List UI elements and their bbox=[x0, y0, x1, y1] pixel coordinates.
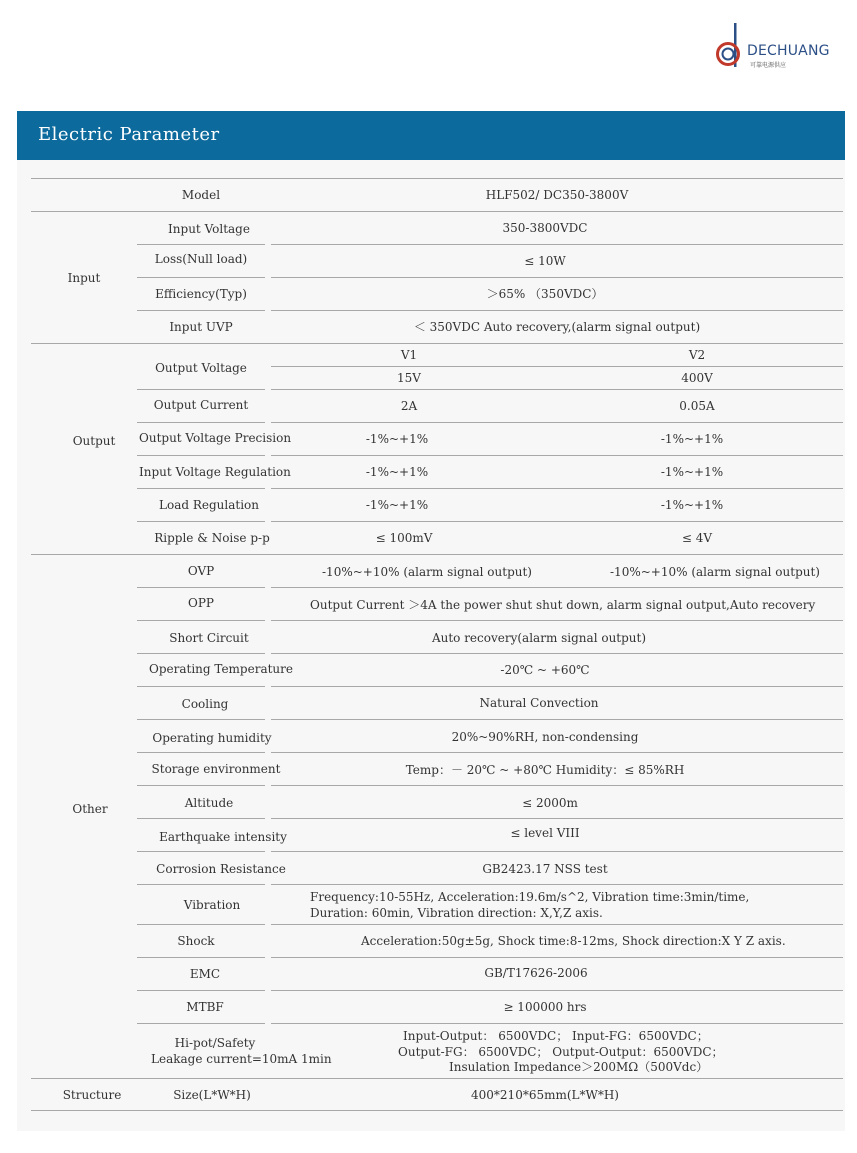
leakage-current-label: Leakage current=10mA 1min bbox=[151, 1052, 332, 1066]
table-divider bbox=[137, 277, 265, 278]
short-circuit-value: Auto recovery(alarm signal output) bbox=[431, 631, 647, 645]
table-divider bbox=[137, 653, 265, 654]
hipot-label: Hi-pot/Safety bbox=[174, 1036, 256, 1050]
emc-value: GB/T17626-2006 bbox=[484, 966, 588, 980]
load-regulation-v1: -1%~+1% bbox=[365, 498, 429, 512]
storage-environment-label: Storage environment bbox=[151, 762, 281, 776]
table-divider bbox=[137, 752, 265, 753]
table-divider bbox=[271, 924, 843, 925]
table-divider bbox=[271, 686, 843, 687]
table-divider bbox=[137, 924, 265, 925]
loss-label: Loss(Null load) bbox=[154, 252, 248, 266]
shock-label: Shock bbox=[177, 934, 215, 948]
table-divider bbox=[271, 719, 843, 720]
table-divider bbox=[271, 785, 843, 786]
table-divider bbox=[137, 818, 265, 819]
table-divider bbox=[271, 957, 843, 958]
table-divider bbox=[271, 455, 843, 456]
table-divider bbox=[31, 1078, 843, 1079]
table-divider bbox=[271, 422, 843, 423]
table-divider bbox=[137, 455, 265, 456]
size-value: 400*210*65mm(L*W*H) bbox=[471, 1088, 619, 1102]
output-current-v1: 2A bbox=[400, 399, 418, 413]
input-voltage-value: 350-3800VDC bbox=[502, 221, 588, 235]
table-divider bbox=[271, 310, 843, 311]
v2-voltage-value: 400V bbox=[681, 371, 713, 385]
v2-header: V2 bbox=[688, 348, 706, 362]
brand-name: DECHUANG bbox=[747, 43, 830, 59]
table-divider bbox=[137, 851, 265, 852]
vibration-line-2: Duration: 60min, Vibration direction: X,Y,Z axis. bbox=[310, 906, 603, 920]
hipot-line-3: Insulation Impedance＞200MΩ（500Vdc） bbox=[449, 1060, 709, 1074]
table-divider bbox=[271, 488, 843, 489]
earthquake-value: ≤ level VIII bbox=[510, 826, 580, 840]
operating-humidity-label: Operating humidity bbox=[152, 731, 272, 745]
table-divider bbox=[137, 488, 265, 489]
table-divider bbox=[137, 719, 265, 720]
section-title: Electric Parameter bbox=[38, 124, 220, 145]
loss-value: ≤ 10W bbox=[524, 254, 566, 268]
table-divider bbox=[31, 1110, 843, 1111]
table-divider bbox=[137, 620, 265, 621]
cooling-label: Cooling bbox=[181, 697, 229, 711]
table-divider bbox=[271, 884, 843, 885]
input-uvp-label: Input UVP bbox=[169, 320, 233, 334]
opp-label: OPP bbox=[188, 596, 214, 610]
operating-humidity-value: 20%~90%RH, non-condensing bbox=[451, 730, 639, 744]
operating-temperature-label: Operating Temperature bbox=[148, 662, 293, 676]
size-label: Size(L*W*H) bbox=[173, 1088, 251, 1102]
corrosion-label: Corrosion Resistance bbox=[156, 862, 286, 876]
v1-header: V1 bbox=[400, 348, 418, 362]
table-divider bbox=[271, 521, 843, 522]
v1-voltage-value: 15V bbox=[397, 371, 421, 385]
output-group-label: Output bbox=[72, 434, 116, 448]
altitude-label: Altitude bbox=[184, 796, 234, 810]
table-divider bbox=[137, 587, 265, 588]
output-voltage-label: Output Voltage bbox=[155, 361, 247, 375]
storage-environment-value: Temp：－ 20℃ ~ +80℃ Humidity：≤ 85%RH bbox=[405, 763, 685, 777]
dechuang-logo bbox=[712, 22, 852, 72]
ovp-v1: -10%~+10% (alarm signal output) bbox=[322, 565, 532, 579]
dechuang-logo-mark bbox=[712, 22, 748, 70]
efficiency-value: ＞65% （350VDC） bbox=[486, 287, 604, 301]
structure-group-label: Structure bbox=[62, 1088, 122, 1102]
table-divider bbox=[137, 521, 265, 522]
input-voltage-label: Input Voltage bbox=[168, 222, 250, 236]
table-divider bbox=[271, 277, 843, 278]
table-divider bbox=[271, 653, 843, 654]
ovp-v2: -10%~+10% (alarm signal output) bbox=[610, 565, 820, 579]
table-divider bbox=[137, 389, 265, 390]
cooling-value: Natural Convection bbox=[479, 696, 599, 710]
vibration-label: Vibration bbox=[183, 898, 241, 912]
table-divider bbox=[271, 244, 843, 245]
table-divider bbox=[271, 990, 843, 991]
table-divider bbox=[137, 422, 265, 423]
table-divider bbox=[271, 818, 843, 819]
input-regulation-v2: -1%~+1% bbox=[660, 465, 724, 479]
table-divider bbox=[137, 1023, 265, 1024]
input-uvp-value: ＜ 350VDC Auto recovery,(alarm signal output) bbox=[413, 320, 701, 334]
table-divider bbox=[31, 211, 843, 212]
ripple-noise-v1: ≤ 100mV bbox=[375, 531, 433, 545]
load-regulation-label: Load Regulation bbox=[159, 498, 259, 512]
efficiency-label: Efficiency(Typ) bbox=[155, 287, 247, 301]
mtbf-value: ≥ 100000 hrs bbox=[503, 1000, 587, 1014]
corrosion-value: GB2423.17 NSS test bbox=[482, 862, 608, 876]
table-divider bbox=[137, 785, 265, 786]
table-divider bbox=[271, 587, 843, 588]
table-divider bbox=[137, 686, 265, 687]
input-regulation-label: Input Voltage Regulation bbox=[139, 465, 291, 479]
opp-value: Output Current ＞4A the power shut shut down, alarm signal output,Auto recovery bbox=[310, 598, 816, 612]
table-divider bbox=[31, 554, 843, 555]
emc-label: EMC bbox=[189, 967, 221, 981]
table-divider bbox=[271, 752, 843, 753]
ovp-label: OVP bbox=[187, 564, 215, 578]
ripple-noise-v2: ≤ 4V bbox=[681, 531, 713, 545]
table-divider bbox=[271, 851, 843, 852]
table-divider bbox=[271, 1023, 843, 1024]
table-divider bbox=[271, 389, 843, 390]
table-divider bbox=[137, 957, 265, 958]
voltage-precision-v1: -1%~+1% bbox=[365, 432, 429, 446]
input-group-label: Input bbox=[67, 271, 101, 285]
output-current-v2: 0.05A bbox=[679, 399, 715, 413]
table-divider bbox=[137, 244, 265, 245]
operating-temperature-value: -20℃ ~ +60℃ bbox=[500, 663, 590, 677]
table-divider bbox=[137, 310, 265, 311]
input-regulation-v1: -1%~+1% bbox=[365, 465, 429, 479]
mtbf-label: MTBF bbox=[186, 1000, 224, 1014]
model-value: HLF502/ DC350-3800V bbox=[485, 188, 629, 202]
load-regulation-v2: -1%~+1% bbox=[660, 498, 724, 512]
table-divider bbox=[31, 178, 843, 179]
voltage-precision-label: Output Voltage Precision bbox=[139, 431, 292, 445]
voltage-precision-v2: -1%~+1% bbox=[660, 432, 724, 446]
model-label: Model bbox=[181, 188, 221, 202]
brand-tagline: 可靠电源供应 bbox=[750, 62, 787, 69]
hipot-line-1: Input-Output： 6500VDC； Input-FG：6500VDC； bbox=[403, 1029, 709, 1043]
table-divider bbox=[137, 990, 265, 991]
hipot-line-2: Output-FG： 6500VDC； Output-Output：6500VDC； bbox=[398, 1045, 724, 1059]
output-current-label: Output Current bbox=[153, 398, 249, 412]
table-divider bbox=[137, 884, 265, 885]
altitude-value: ≤ 2000m bbox=[522, 796, 578, 810]
other-group-label: Other bbox=[72, 802, 108, 816]
table-divider bbox=[271, 620, 843, 621]
short-circuit-label: Short Circuit bbox=[169, 631, 249, 645]
earthquake-label: Earthquake intensity bbox=[159, 830, 287, 844]
table-divider bbox=[271, 366, 843, 367]
shock-value: Acceleration:50g±5g, Shock time:8-12ms, Shock direction:X Y Z axis. bbox=[361, 934, 786, 948]
section-header bbox=[17, 111, 845, 160]
vibration-line-1: Frequency:10-55Hz, Acceleration:19.6m/s^2, Vibration time:3min/time, bbox=[310, 890, 750, 904]
ripple-noise-label: Ripple & Noise p-p bbox=[154, 531, 270, 545]
table-divider bbox=[31, 343, 843, 344]
